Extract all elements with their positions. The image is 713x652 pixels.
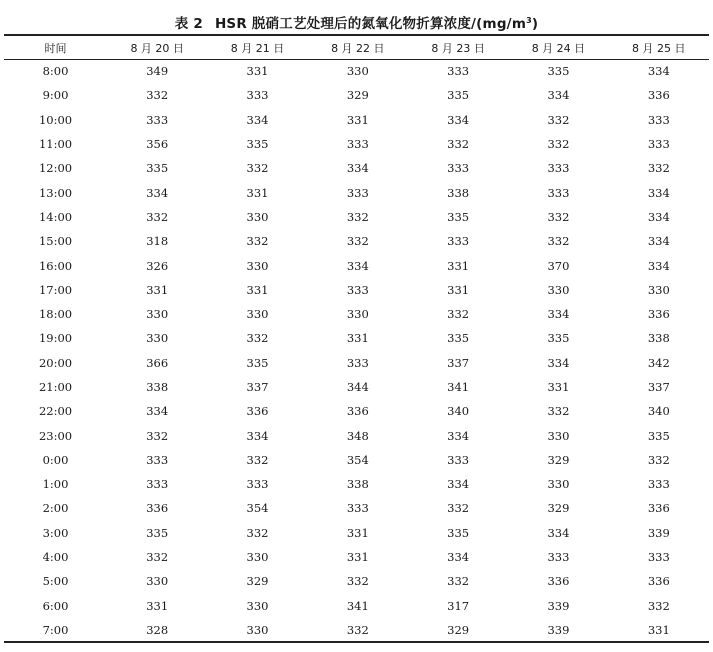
- value-cell: 331: [246, 64, 269, 79]
- value-cell: 330: [547, 477, 570, 492]
- time-cell: 9:00: [42, 88, 69, 103]
- table-row: [4, 205, 709, 229]
- value-cell: 334: [346, 161, 369, 176]
- value-cell: 334: [447, 112, 470, 127]
- time-cell: 22:00: [38, 404, 73, 419]
- header-row: [4, 36, 709, 59]
- time-cell: 15:00: [38, 234, 73, 249]
- value-cell: 330: [647, 282, 670, 297]
- value-cell: 336: [146, 501, 169, 516]
- value-cell: 334: [647, 64, 670, 79]
- value-cell: 332: [246, 234, 269, 249]
- time-cell: 14:00: [38, 209, 73, 224]
- value-cell: 332: [647, 598, 670, 613]
- value-cell: 334: [647, 209, 670, 224]
- table-row: [4, 618, 709, 642]
- value-cell: 336: [647, 88, 670, 103]
- value-cell: 341: [447, 380, 470, 394]
- value-cell: 330: [346, 307, 369, 322]
- value-cell: 334: [647, 258, 670, 273]
- table-row: [4, 399, 709, 423]
- column-header-time: 时间: [44, 41, 67, 55]
- value-cell: 333: [447, 452, 470, 467]
- value-cell: 338: [346, 477, 369, 492]
- value-cell: 336: [647, 574, 670, 589]
- table-row: [4, 180, 709, 204]
- time-cell: 16:00: [38, 258, 73, 273]
- column-header-date: 8 月 22 日: [331, 41, 385, 55]
- value-cell: 329: [547, 501, 570, 516]
- value-cell: 332: [346, 622, 369, 637]
- time-cell: 1:00: [42, 477, 69, 492]
- table-row: [4, 569, 709, 593]
- time-cell: 18:00: [38, 307, 73, 322]
- value-cell: 334: [346, 258, 369, 273]
- value-cell: 340: [647, 404, 670, 419]
- value-cell: 332: [346, 234, 369, 249]
- table-caption: [0, 12, 713, 32]
- value-cell: 332: [647, 161, 670, 176]
- value-cell: 329: [447, 622, 470, 637]
- table-row: [4, 83, 709, 107]
- value-cell: 333: [246, 477, 269, 492]
- value-cell: 333: [346, 282, 369, 297]
- value-cell: 348: [346, 428, 369, 443]
- value-cell: 326: [146, 258, 169, 273]
- value-cell: 330: [547, 282, 570, 297]
- value-cell: 338: [146, 380, 169, 394]
- value-cell: 354: [346, 452, 369, 467]
- value-cell: 356: [146, 137, 169, 152]
- value-cell: 333: [447, 64, 470, 79]
- table-row: [4, 496, 709, 520]
- value-cell: 332: [246, 525, 269, 540]
- value-cell: 332: [547, 209, 570, 224]
- value-cell: 332: [547, 137, 570, 152]
- value-cell: 332: [547, 404, 570, 419]
- value-cell: 333: [547, 161, 570, 176]
- value-cell: 333: [647, 137, 670, 152]
- value-cell: 330: [146, 307, 169, 322]
- value-cell: 337: [447, 355, 470, 370]
- value-cell: 335: [547, 64, 570, 79]
- value-cell: 336: [647, 501, 670, 516]
- time-cell: 11:00: [38, 137, 73, 152]
- value-cell: 333: [447, 161, 470, 176]
- value-cell: 335: [246, 355, 269, 370]
- value-cell: 336: [547, 574, 570, 589]
- value-cell: 334: [146, 404, 169, 419]
- time-cell: 3:00: [42, 525, 69, 540]
- value-cell: 336: [246, 404, 269, 419]
- column-header-date: 8 月 20 日: [130, 41, 184, 55]
- value-cell: 334: [547, 355, 570, 370]
- value-cell: 334: [647, 234, 670, 249]
- value-cell: 339: [647, 525, 670, 540]
- time-cell: 6:00: [42, 598, 69, 613]
- value-cell: 332: [246, 161, 269, 176]
- value-cell: 329: [346, 88, 369, 103]
- table-row: [4, 351, 709, 375]
- value-cell: 335: [447, 525, 470, 540]
- table-row: [4, 59, 709, 83]
- value-cell: 330: [246, 622, 269, 637]
- value-cell: 334: [547, 307, 570, 322]
- table-row: [4, 132, 709, 156]
- value-cell: 338: [647, 331, 670, 346]
- value-cell: 342: [647, 355, 670, 370]
- time-cell: 7:00: [42, 622, 69, 637]
- value-cell: 331: [346, 331, 369, 346]
- table-row: [4, 594, 709, 618]
- column-header-date: 8 月 21 日: [230, 41, 285, 55]
- time-cell: 21:00: [38, 380, 73, 394]
- time-cell: 0:00: [42, 452, 69, 467]
- time-cell: 19:00: [38, 331, 73, 346]
- value-cell: 333: [647, 477, 670, 492]
- value-cell: 344: [346, 380, 369, 394]
- value-cell: 332: [346, 574, 369, 589]
- value-cell: 330: [246, 209, 269, 224]
- value-cell: 336: [346, 404, 369, 419]
- value-cell: 332: [447, 574, 470, 589]
- table-row: [4, 448, 709, 472]
- table-row: [4, 375, 709, 399]
- value-cell: 331: [346, 525, 369, 540]
- value-cell: 331: [346, 112, 369, 127]
- value-cell: 370: [547, 258, 570, 273]
- value-cell: 335: [647, 428, 670, 443]
- value-cell: 331: [547, 380, 570, 394]
- value-cell: 333: [346, 185, 369, 200]
- value-cell: 330: [146, 331, 169, 346]
- value-cell: 366: [146, 355, 169, 370]
- value-cell: 332: [447, 501, 470, 516]
- value-cell: 331: [447, 258, 470, 273]
- concentration-table: [4, 36, 709, 642]
- value-cell: 334: [447, 428, 470, 443]
- value-cell: 335: [547, 331, 570, 346]
- value-cell: 331: [346, 550, 369, 565]
- value-cell: 333: [547, 550, 570, 565]
- table-row: [4, 278, 709, 302]
- value-cell: 332: [146, 550, 169, 565]
- value-cell: 332: [246, 331, 269, 346]
- table-row: [4, 326, 709, 350]
- value-cell: 330: [246, 258, 269, 273]
- value-cell: 340: [447, 404, 470, 419]
- time-cell: 10:00: [38, 112, 73, 127]
- column-header-date: 8 月 23 日: [431, 41, 485, 55]
- value-cell: 333: [146, 112, 169, 127]
- table-row: [4, 472, 709, 496]
- table-row: [4, 545, 709, 569]
- value-cell: 339: [547, 622, 570, 637]
- value-cell: 338: [447, 185, 470, 200]
- unit-superscript: 3: [526, 16, 532, 25]
- value-cell: 330: [246, 307, 269, 322]
- table-row: [4, 423, 709, 447]
- value-cell: 334: [146, 185, 169, 200]
- value-cell: 333: [146, 452, 169, 467]
- value-cell: 330: [246, 598, 269, 613]
- value-cell: 334: [246, 112, 269, 127]
- value-cell: 331: [246, 282, 269, 297]
- value-cell: 333: [547, 185, 570, 200]
- value-cell: 331: [146, 282, 169, 297]
- time-cell: 13:00: [38, 185, 73, 200]
- value-cell: 332: [547, 112, 570, 127]
- value-cell: 333: [346, 501, 369, 516]
- value-cell: 333: [346, 137, 369, 152]
- value-cell: 330: [246, 550, 269, 565]
- value-cell: 335: [447, 209, 470, 224]
- column-header-date: 8 月 24 日: [531, 41, 586, 55]
- value-cell: 331: [246, 185, 269, 200]
- value-cell: 330: [547, 428, 570, 443]
- value-cell: 332: [346, 209, 369, 224]
- table-row: [4, 521, 709, 545]
- value-cell: 332: [447, 307, 470, 322]
- value-cell: 337: [647, 380, 670, 394]
- value-cell: 317: [447, 598, 470, 613]
- value-cell: 318: [146, 234, 169, 249]
- value-cell: 333: [346, 355, 369, 370]
- table-row: [4, 253, 709, 277]
- value-cell: 332: [146, 209, 169, 224]
- column-header-date: 8 月 25 日: [632, 41, 686, 55]
- value-cell: 328: [146, 622, 169, 637]
- value-cell: 332: [547, 234, 570, 249]
- table-body: [4, 59, 709, 642]
- value-cell: 334: [547, 525, 570, 540]
- value-cell: 349: [146, 64, 169, 79]
- value-cell: 335: [447, 331, 470, 346]
- value-cell: 341: [346, 598, 369, 613]
- table-row: [4, 108, 709, 132]
- value-cell: 329: [246, 574, 269, 589]
- value-cell: 333: [647, 112, 670, 127]
- value-cell: 331: [647, 622, 670, 637]
- value-cell: 330: [346, 64, 369, 79]
- value-cell: 332: [447, 137, 470, 152]
- table-row: [4, 229, 709, 253]
- value-cell: 333: [447, 234, 470, 249]
- table-title: HSR 脱硝工艺处理后的氮氧化物折算浓度/(mg/m: [214, 16, 527, 32]
- value-cell: 332: [146, 428, 169, 443]
- value-cell: 335: [146, 525, 169, 540]
- time-cell: 2:00: [42, 501, 69, 516]
- value-cell: 333: [647, 550, 670, 565]
- time-cell: 4:00: [42, 550, 69, 565]
- table-row: [4, 156, 709, 180]
- value-cell: 334: [547, 88, 570, 103]
- value-cell: 332: [246, 452, 269, 467]
- value-cell: 333: [246, 88, 269, 103]
- table-row: [4, 302, 709, 326]
- value-cell: 334: [447, 477, 470, 492]
- time-cell: 17:00: [38, 282, 73, 297]
- value-cell: 330: [146, 574, 169, 589]
- value-cell: 335: [146, 161, 169, 176]
- value-cell: 339: [547, 598, 570, 613]
- time-cell: 20:00: [38, 355, 73, 370]
- value-cell: 332: [146, 88, 169, 103]
- value-cell: 334: [647, 185, 670, 200]
- value-cell: 336: [647, 307, 670, 322]
- time-cell: 12:00: [38, 161, 73, 176]
- value-cell: 331: [447, 282, 470, 297]
- value-cell: 354: [246, 501, 269, 516]
- table-number: 表 2: [174, 16, 203, 32]
- value-cell: 334: [246, 428, 269, 443]
- time-cell: 5:00: [42, 574, 69, 589]
- value-cell: 334: [447, 550, 470, 565]
- value-cell: 333: [146, 477, 169, 492]
- value-cell: 335: [246, 137, 269, 152]
- value-cell: 331: [146, 598, 169, 613]
- value-cell: 335: [447, 88, 470, 103]
- value-cell: 329: [547, 452, 570, 467]
- caption-close-paren: ): [531, 16, 539, 32]
- value-cell: 332: [647, 452, 670, 467]
- value-cell: 337: [246, 380, 269, 394]
- time-cell: 23:00: [38, 428, 73, 443]
- time-cell: 8:00: [42, 64, 69, 79]
